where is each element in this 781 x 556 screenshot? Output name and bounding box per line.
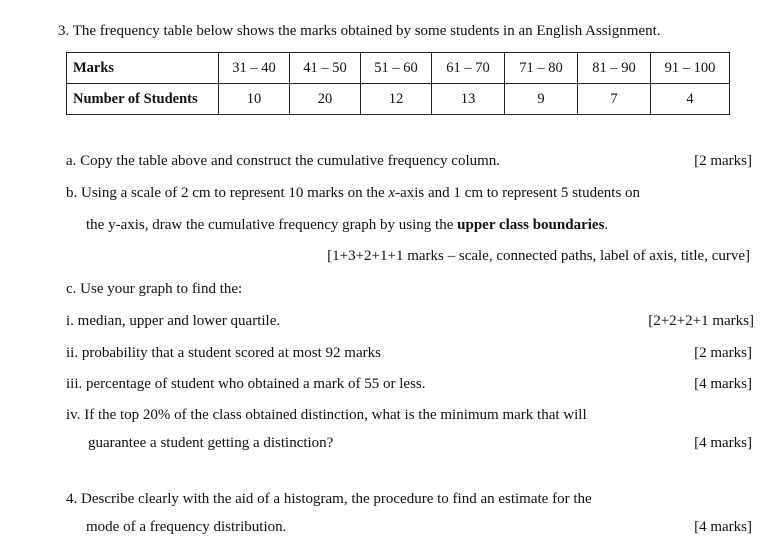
q4-marks: [4 marks] — [694, 519, 752, 535]
table-cell: 61 – 70 — [432, 53, 505, 84]
table-cell: 4 — [651, 84, 730, 115]
table-cell: 20 — [290, 84, 361, 115]
part-c-ii-marks: [2 marks] — [694, 345, 752, 361]
part-c-iv-marks: [4 marks] — [694, 435, 752, 451]
table-header-cell: Number of Students — [67, 84, 219, 115]
part-b-line2: the y-axis, draw the cumulative frequency graph by using the upper class boundaries. — [86, 217, 609, 233]
part-c-ii: ii. probability that a student scored at most 92 marks — [66, 345, 381, 361]
table-header-cell: Marks — [67, 53, 219, 84]
part-c-i: i. median, upper and lower quartile. — [66, 313, 281, 329]
table-cell: 91 – 100 — [651, 53, 730, 84]
table-cell: 51 – 60 — [361, 53, 432, 84]
q4: 4. Describe clearly with the aid of a histogram, the procedure to find an estimate for the — [66, 491, 592, 507]
q4-line2: mode of a frequency distribution. — [86, 519, 287, 535]
part-c: c. Use your graph to find the: — [66, 281, 243, 297]
part-c-iv: iv. If the top 20% of the class obtained distinction, what is the minimum mark that will — [66, 407, 587, 423]
table-cell: 31 – 40 — [219, 53, 290, 84]
part-c-iii-marks: [4 marks] — [694, 376, 752, 392]
part-a-marks: [2 marks] — [694, 153, 752, 169]
table-cell: 7 — [578, 84, 651, 115]
table-row — [67, 84, 730, 115]
part-c-i-marks: [2+2+2+1 marks] — [648, 313, 754, 329]
table-cell: 13 — [432, 84, 505, 115]
part-c-iv-line2: guarantee a student getting a distinction? — [88, 435, 334, 451]
part-a: a. Copy the table above and construct the cumulative frequency column. — [66, 153, 501, 169]
table-cell: 41 – 50 — [290, 53, 361, 84]
table-cell: 10 — [219, 84, 290, 115]
table-cell: 12 — [361, 84, 432, 115]
part-b-marks: [1+3+2+1+1 marks – scale, connected paths, label of axis, title, curve] — [327, 248, 750, 264]
table-cell: 71 – 80 — [505, 53, 578, 84]
table-cell: 81 – 90 — [578, 53, 651, 84]
table-row — [67, 53, 730, 84]
frequency-table — [66, 52, 730, 115]
q3-intro: 3. The frequency table below shows the marks obtained by some students in an English Assignment. — [58, 23, 661, 39]
part-b: b. Using a scale of 2 cm to represent 10 marks on the x-axis and 1 cm to represent 5 students on — [66, 185, 641, 201]
part-c-iii: iii. percentage of student who obtained a mark of 55 or less. — [66, 376, 426, 392]
table-cell: 9 — [505, 84, 578, 115]
